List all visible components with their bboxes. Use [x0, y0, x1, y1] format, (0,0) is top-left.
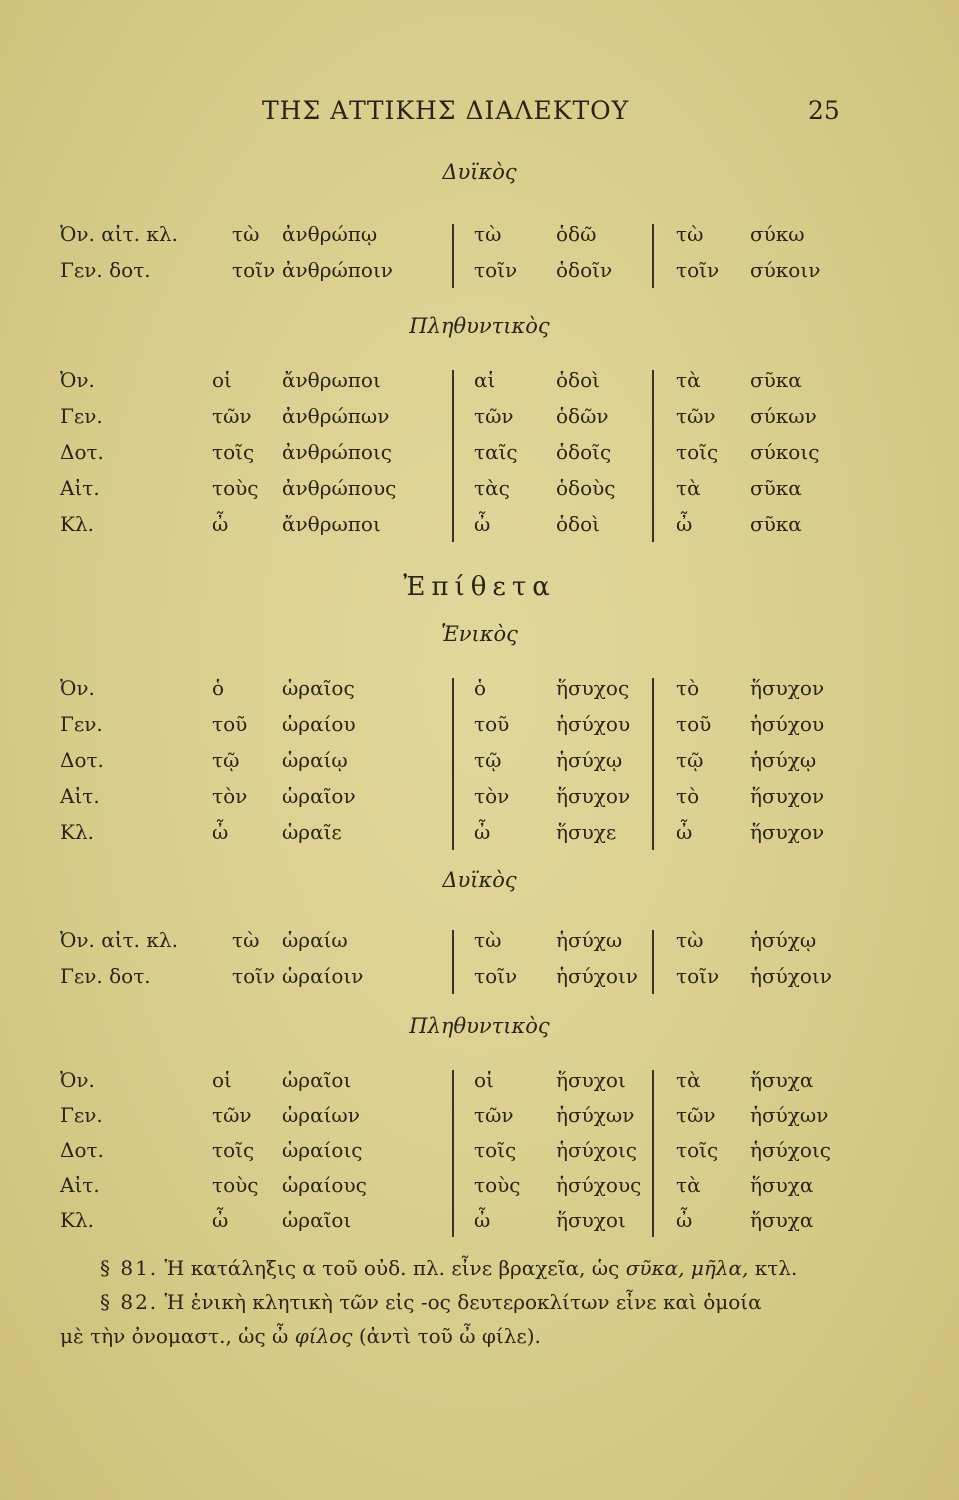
- word-form: ἡσύχων: [750, 1103, 829, 1127]
- table-row: [0, 1103, 959, 1137]
- word-form: ἄνθρωποι: [282, 512, 381, 536]
- article: τὼ: [474, 222, 502, 246]
- article: ὦ: [474, 512, 491, 536]
- article: τῶν: [474, 1103, 514, 1127]
- article: τοὺς: [474, 1173, 521, 1197]
- table-row: [0, 404, 959, 438]
- article: τῷ: [212, 748, 240, 772]
- word-form: ὡραῖοι: [282, 1068, 352, 1092]
- article: τὼ: [474, 928, 502, 952]
- case-label: Γεν. δοτ.: [60, 258, 151, 282]
- word-form: ὡραῖοι: [282, 1208, 352, 1232]
- paragraph-text: Ἡ ἑνικὴ κλητικὴ τῶν εἰς -ος δευτεροκλίτων εἶνε καὶ ὁμοία: [164, 1290, 762, 1314]
- word-form: ἡσύχου: [556, 712, 631, 736]
- case-label: Κλ.: [60, 512, 94, 536]
- article: τοῖν: [232, 258, 276, 282]
- word-form: ἡσύχοιν: [556, 964, 638, 988]
- article: τὸ: [676, 784, 700, 808]
- article: ὦ: [676, 820, 693, 844]
- article: ὦ: [474, 1208, 491, 1232]
- dual-adj-heading: Δυϊκὸς: [442, 868, 517, 892]
- word-form: ἡσύχου: [750, 712, 825, 736]
- article: τοῖν: [474, 258, 518, 282]
- table-row: [0, 512, 959, 546]
- column-rule: [652, 370, 654, 542]
- article: ὦ: [676, 1208, 693, 1232]
- article: τοὺς: [212, 476, 259, 500]
- word-form: σῦκα: [750, 368, 802, 392]
- word-form: ἥσυχα: [750, 1068, 814, 1092]
- case-label: Αἰτ.: [60, 476, 100, 500]
- case-label: Κλ.: [60, 820, 94, 844]
- word-form: σύκοις: [750, 440, 820, 464]
- paragraph-text: (ἀντὶ τοῦ ὦ φίλε).: [352, 1324, 541, 1348]
- case-label: Ὀν.: [60, 368, 95, 392]
- article: τὸν: [212, 784, 248, 808]
- word-form: ὡραίω: [282, 928, 348, 952]
- word-form: ἡσύχοις: [556, 1138, 637, 1162]
- article: τῷ: [676, 748, 704, 772]
- word-form: ἡσύχοις: [750, 1138, 831, 1162]
- table-row: [0, 1138, 959, 1172]
- page-number: 25: [808, 96, 840, 125]
- word-form: ἀνθρώπων: [282, 404, 390, 428]
- word-form: ὡραίῳ: [282, 748, 348, 772]
- word-form: ἀνθρώποις: [282, 440, 392, 464]
- table-row: [0, 476, 959, 510]
- article: ὁ: [212, 676, 225, 700]
- word-form: ὡραῖε: [282, 820, 342, 844]
- article: ὁ: [474, 676, 487, 700]
- article: τῶν: [212, 404, 252, 428]
- article: τοῖς: [212, 440, 255, 464]
- word-form: ἡσύχῳ: [750, 748, 817, 772]
- word-form: ὡραίου: [282, 712, 356, 736]
- article: τῶν: [676, 1103, 716, 1127]
- page-title: ΤΗΣ ΑΤΤΙΚΗΣ ΔΙΑΛΕΚΤΟΥ: [262, 96, 630, 125]
- article: τοῖν: [474, 964, 518, 988]
- case-label: Δοτ.: [60, 1138, 104, 1162]
- plural-adj-heading: Πληθυντικὸς: [409, 1014, 550, 1038]
- table-row: [0, 676, 959, 710]
- case-label: Ὀν. αἰτ. κλ.: [60, 222, 178, 246]
- singular-adj-heading: Ἑνικὸς: [441, 622, 518, 646]
- word-form: σύκοιν: [750, 258, 821, 282]
- table-row: [0, 748, 959, 782]
- article: ὦ: [212, 820, 229, 844]
- word-form: ἥσυχοι: [556, 1208, 626, 1232]
- word-form: ἥσυχοι: [556, 1068, 626, 1092]
- paragraph-text: κτλ.: [748, 1256, 798, 1280]
- table-row: [0, 368, 959, 402]
- paragraph-82-continued: [60, 1320, 900, 1352]
- column-rule: [452, 930, 454, 994]
- case-label: Αἰτ.: [60, 1173, 100, 1197]
- word-form: ἥσυχε: [556, 820, 617, 844]
- word-form: σύκω: [750, 222, 805, 246]
- table-row: [0, 1173, 959, 1207]
- article: τοὺς: [212, 1173, 259, 1197]
- article: τοῦ: [474, 712, 510, 736]
- case-label: Γεν. δοτ.: [60, 964, 151, 988]
- word-form: ἡσύχων: [556, 1103, 635, 1127]
- paragraph-number: § 81.: [100, 1256, 159, 1280]
- article: τὸ: [676, 676, 700, 700]
- running-header: [0, 96, 959, 136]
- column-rule: [452, 370, 454, 542]
- word-form: ὡραίοιν: [282, 964, 364, 988]
- word-form: ἥσυχα: [750, 1208, 814, 1232]
- table-row: [0, 440, 959, 474]
- article: τῶν: [474, 404, 514, 428]
- article: τοῖς: [676, 1138, 719, 1162]
- column-rule: [652, 1070, 654, 1237]
- article: τὰ: [676, 1068, 701, 1092]
- case-label: Κλ.: [60, 1208, 94, 1232]
- article: ὦ: [212, 512, 229, 536]
- column-rule: [652, 930, 654, 994]
- word-form: ἥσυχον: [750, 820, 825, 844]
- article: τὰ: [676, 476, 701, 500]
- column-rule: [452, 1070, 454, 1237]
- paragraph-81: [100, 1252, 900, 1284]
- word-form: ὡραίων: [282, 1103, 360, 1127]
- article: αἱ: [474, 368, 496, 392]
- word-form: ὁδῶν: [556, 404, 609, 428]
- column-rule: [652, 678, 654, 850]
- word-form: ἥσυχον: [750, 676, 825, 700]
- word-form: ὁδοὶ: [556, 368, 600, 392]
- word-form: ὡραίους: [282, 1173, 367, 1197]
- article: τοῖν: [232, 964, 276, 988]
- article: τῷ: [474, 748, 502, 772]
- column-rule: [452, 224, 454, 288]
- column-rule: [652, 224, 654, 288]
- word-form: ὡραίοις: [282, 1138, 363, 1162]
- column-rule: [452, 678, 454, 850]
- article: τὼ: [676, 222, 704, 246]
- word-form: ὁδοῖν: [556, 258, 613, 282]
- article: τῶν: [212, 1103, 252, 1127]
- article: ὦ: [676, 512, 693, 536]
- word-form: ὁδοὺς: [556, 476, 616, 500]
- article: τὰ: [676, 1173, 701, 1197]
- plural-nouns-heading: Πληθυντικὸς: [409, 314, 550, 338]
- article: ὦ: [212, 1208, 229, 1232]
- article: τὼ: [232, 928, 260, 952]
- article: τοῖς: [676, 440, 719, 464]
- paragraph-text: Ἡ κατάληξις α τοῦ οὐδ. πλ. εἶνε βραχεῖα, ὡς: [164, 1256, 626, 1280]
- word-form: ἥσυχον: [556, 784, 631, 808]
- case-label: Δοτ.: [60, 748, 104, 772]
- word-form: ἄνθρωποι: [282, 368, 381, 392]
- case-label: Γεν.: [60, 712, 103, 736]
- word-form: ὡραῖος: [282, 676, 355, 700]
- word-form: ἡσύχῳ: [556, 748, 623, 772]
- word-form: ἡσύχοιν: [750, 964, 832, 988]
- article: οἱ: [212, 1068, 232, 1092]
- word-form: σύκων: [750, 404, 817, 428]
- case-label: Ὀν.: [60, 1068, 95, 1092]
- word-form: ὡραῖον: [282, 784, 356, 808]
- article: τοῦ: [676, 712, 712, 736]
- adjectives-heading: Ἐπίθετα: [403, 572, 556, 602]
- article: τὼ: [232, 222, 260, 246]
- article: τοῦ: [212, 712, 248, 736]
- case-label: Γεν.: [60, 1103, 103, 1127]
- table-row: [0, 820, 959, 854]
- case-label: Αἰτ.: [60, 784, 100, 808]
- article: οἱ: [474, 1068, 494, 1092]
- table-row: [0, 222, 959, 256]
- paragraph-number: § 82.: [100, 1290, 159, 1314]
- article: τοῖς: [212, 1138, 255, 1162]
- article: ταῖς: [474, 440, 518, 464]
- word-form: σῦκα: [750, 512, 802, 536]
- word-form: ὁδῶ: [556, 222, 597, 246]
- case-label: Ὀν.: [60, 676, 95, 700]
- paragraph-82: [100, 1286, 900, 1318]
- article: τὸν: [474, 784, 510, 808]
- article: τοῖς: [474, 1138, 517, 1162]
- word-form: σῦκα: [750, 476, 802, 500]
- table-row: [0, 258, 959, 292]
- word-form: ἥσυχα: [750, 1173, 814, 1197]
- case-label: Γεν.: [60, 404, 103, 428]
- article: τοῖν: [676, 258, 720, 282]
- word-form: ἀνθρώπους: [282, 476, 397, 500]
- word-form: ὁδοὶ: [556, 512, 600, 536]
- table-row: [0, 784, 959, 818]
- case-label: Δοτ.: [60, 440, 104, 464]
- paragraph-text: μὲ τὴν ὀνομαστ., ὡς ὦ: [60, 1324, 295, 1348]
- article: τὰ: [676, 368, 701, 392]
- paragraph-example: φίλος: [294, 1324, 353, 1348]
- word-form: ἡσύχω: [556, 928, 623, 952]
- article: ὦ: [474, 820, 491, 844]
- word-form: ἥσυχον: [750, 784, 825, 808]
- article: οἱ: [212, 368, 232, 392]
- word-form: ὁδοῖς: [556, 440, 612, 464]
- dual-nouns-heading: Δυϊκὸς: [442, 160, 517, 184]
- table-row: [0, 1208, 959, 1242]
- table-row: [0, 964, 959, 998]
- article: τὰς: [474, 476, 510, 500]
- paragraph-example: σῦκα, μῆλα,: [625, 1256, 749, 1280]
- word-form: ἡσύχους: [556, 1173, 642, 1197]
- article: τοῖν: [676, 964, 720, 988]
- word-form: ἀνθρώποιν: [282, 258, 393, 282]
- case-label: Ὀν. αἰτ. κλ.: [60, 928, 178, 952]
- article: τὼ: [676, 928, 704, 952]
- table-row: [0, 928, 959, 962]
- table-row: [0, 712, 959, 746]
- article: τῶν: [676, 404, 716, 428]
- word-form: ἀνθρώπῳ: [282, 222, 378, 246]
- table-row: [0, 1068, 959, 1102]
- word-form: ἥσυχος: [556, 676, 630, 700]
- word-form: ἡσύχῳ: [750, 928, 817, 952]
